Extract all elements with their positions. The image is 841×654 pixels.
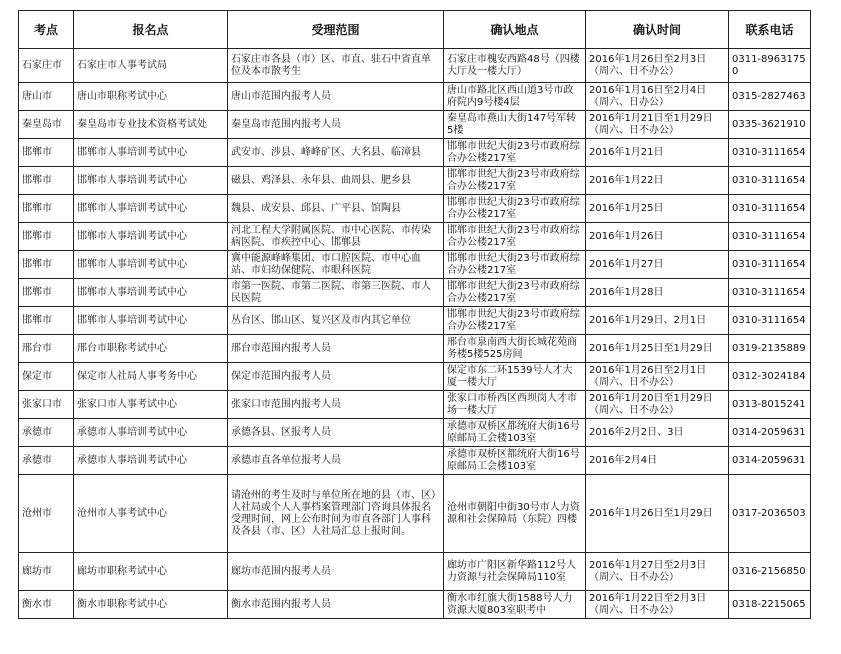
table-row bbox=[19, 49, 811, 83]
table-row bbox=[19, 167, 811, 195]
cell-exam-site: 邯郸市 bbox=[19, 167, 74, 195]
cell-confirmation-time: 2016年1月21日 bbox=[586, 139, 729, 167]
cell-registration-point: 邯郸市人事培训考试中心 bbox=[74, 195, 228, 223]
cell-acceptance-scope: 市第一医院、市第二医院、市第三医院、市人民医院 bbox=[228, 279, 444, 307]
cell-exam-site: 张家口市 bbox=[19, 391, 74, 419]
table-row bbox=[19, 419, 811, 447]
header-confirmation-time: 确认时间 bbox=[586, 11, 729, 49]
table-row bbox=[19, 139, 811, 167]
cell-registration-point: 秦皇岛市专业技术资格考试处 bbox=[74, 111, 228, 139]
cell-registration-point: 邯郸市人事培训考试中心 bbox=[74, 251, 228, 279]
cell-confirmation-location: 沧州市朝阳中街30号市人力资源和社会保障局（东院）四楼 bbox=[444, 475, 586, 553]
cell-confirmation-location: 廊坊市广阳区新华路112号人力资源与社会保障局110室 bbox=[444, 553, 586, 591]
cell-acceptance-scope: 石家庄市各县（市）区、市直、驻石中省直单位及本市散考生 bbox=[228, 49, 444, 83]
cell-registration-point: 邯郸市人事培训考试中心 bbox=[74, 139, 228, 167]
cell-confirmation-location: 邯郸市世纪大街23号市政府综合办公楼217室 bbox=[444, 251, 586, 279]
cell-registration-point: 唐山市职称考试中心 bbox=[74, 83, 228, 111]
cell-exam-site: 保定市 bbox=[19, 363, 74, 391]
cell-acceptance-scope: 张家口市范围内报考人员 bbox=[228, 391, 444, 419]
cell-confirmation-time: 2016年1月27日 bbox=[586, 251, 729, 279]
cell-acceptance-scope: 冀中能源峰峰集团、市口腔医院、市中心血站、市妇幼保健院、市眼科医院 bbox=[228, 251, 444, 279]
cell-registration-point: 邢台市职称考试中心 bbox=[74, 335, 228, 363]
header-registration-point: 报名点 bbox=[74, 11, 228, 49]
table-row bbox=[19, 83, 811, 111]
cell-confirmation-time: 2016年1月26日 bbox=[586, 223, 729, 251]
cell-confirmation-time: 2016年1月16日至2月4日（周六、日办公） bbox=[586, 83, 729, 111]
cell-contact-phone: 0310-3111654 bbox=[729, 279, 811, 307]
cell-registration-point: 承德市人事培训考试中心 bbox=[74, 419, 228, 447]
cell-confirmation-time: 2016年1月26日至2月3日（周六、日不办公） bbox=[586, 49, 729, 83]
cell-contact-phone: 0313-8015241 bbox=[729, 391, 811, 419]
cell-acceptance-scope: 武安市、涉县、峰峰矿区、大名县、临漳县 bbox=[228, 139, 444, 167]
cell-registration-point: 衡水市职称考试中心 bbox=[74, 591, 228, 619]
table-body bbox=[19, 49, 811, 619]
cell-contact-phone: 0314-2059631 bbox=[729, 447, 811, 475]
cell-confirmation-time: 2016年1月22日至2月3日（周六、日不办公） bbox=[586, 591, 729, 619]
cell-confirmation-time: 2016年1月25日 bbox=[586, 195, 729, 223]
cell-exam-site: 邢台市 bbox=[19, 335, 74, 363]
cell-contact-phone: 0310-3111654 bbox=[729, 139, 811, 167]
cell-confirmation-location: 承德市双桥区都统府大街16号原邮局工会楼103室 bbox=[444, 419, 586, 447]
cell-acceptance-scope: 秦皇岛市范围内报考人员 bbox=[228, 111, 444, 139]
cell-acceptance-scope: 丛台区、邯山区、复兴区及市内其它单位 bbox=[228, 307, 444, 335]
cell-contact-phone: 0317-2036503 bbox=[729, 475, 811, 553]
exam-confirmation-table bbox=[18, 10, 811, 619]
cell-acceptance-scope: 保定市范围内报考人员 bbox=[228, 363, 444, 391]
cell-confirmation-location: 承德市双桥区都统府大街16号原邮局工会楼103室 bbox=[444, 447, 586, 475]
cell-exam-site: 邯郸市 bbox=[19, 307, 74, 335]
cell-exam-site: 唐山市 bbox=[19, 83, 74, 111]
cell-contact-phone: 0310-3111654 bbox=[729, 307, 811, 335]
cell-exam-site: 邯郸市 bbox=[19, 139, 74, 167]
cell-confirmation-location: 邯郸市世纪大街23号市政府综合办公楼217室 bbox=[444, 195, 586, 223]
cell-confirmation-time: 2016年1月29日、2月1日 bbox=[586, 307, 729, 335]
cell-contact-phone: 0314-2059631 bbox=[729, 419, 811, 447]
cell-confirmation-location: 秦皇岛市燕山大街147号军转5楼 bbox=[444, 111, 586, 139]
cell-contact-phone: 0316-2156850 bbox=[729, 553, 811, 591]
cell-confirmation-time: 2016年1月26日至2月1日（周六、日不办公） bbox=[586, 363, 729, 391]
cell-contact-phone: 0310-3111654 bbox=[729, 251, 811, 279]
cell-contact-phone: 0315-2827463 bbox=[729, 83, 811, 111]
cell-contact-phone: 0310-3111654 bbox=[729, 195, 811, 223]
cell-contact-phone: 0335-3621910 bbox=[729, 111, 811, 139]
cell-registration-point: 邯郸市人事培训考试中心 bbox=[74, 307, 228, 335]
cell-exam-site: 邯郸市 bbox=[19, 195, 74, 223]
table-row bbox=[19, 223, 811, 251]
cell-acceptance-scope: 承德市直各单位报考人员 bbox=[228, 447, 444, 475]
cell-registration-point: 石家庄市人事考试局 bbox=[74, 49, 228, 83]
cell-exam-site: 沧州市 bbox=[19, 475, 74, 553]
header-exam-site: 考点 bbox=[19, 11, 74, 49]
cell-confirmation-location: 邯郸市世纪大街23号市政府综合办公楼217室 bbox=[444, 223, 586, 251]
cell-acceptance-scope: 请沧州的考生及时与单位所在地的县（市、区）人社局或个人人事档案管理部门咨询具体报名受理时间，网上公布时间为市直各部门人事科及各县（市、区）人社局汇总上报时间。 bbox=[228, 475, 444, 553]
cell-registration-point: 邯郸市人事培训考试中心 bbox=[74, 279, 228, 307]
cell-confirmation-time: 2016年1月20日至1月29日（周六、日不办公） bbox=[586, 391, 729, 419]
cell-contact-phone: 0310-3111654 bbox=[729, 223, 811, 251]
cell-exam-site: 承德市 bbox=[19, 419, 74, 447]
cell-acceptance-scope: 廊坊市范围内报考人员 bbox=[228, 553, 444, 591]
cell-confirmation-time: 2016年1月21日至1月29日（周六、日不办公） bbox=[586, 111, 729, 139]
cell-exam-site: 衡水市 bbox=[19, 591, 74, 619]
cell-confirmation-location: 邢台市泉南西大街长城花苑商务楼5楼525房间 bbox=[444, 335, 586, 363]
cell-confirmation-location: 邯郸市世纪大街23号市政府综合办公楼217室 bbox=[444, 307, 586, 335]
cell-confirmation-time: 2016年1月26日至1月29日 bbox=[586, 475, 729, 553]
cell-exam-site: 石家庄市 bbox=[19, 49, 74, 83]
cell-registration-point: 廊坊市职称考试中心 bbox=[74, 553, 228, 591]
cell-registration-point: 张家口市人事考试中心 bbox=[74, 391, 228, 419]
cell-acceptance-scope: 承德各县、区报考人员 bbox=[228, 419, 444, 447]
cell-confirmation-location: 石家庄市槐安西路48号（四楼大厅及一楼大厅） bbox=[444, 49, 586, 83]
table-row bbox=[19, 195, 811, 223]
cell-exam-site: 邯郸市 bbox=[19, 223, 74, 251]
table-row bbox=[19, 335, 811, 363]
table-row bbox=[19, 391, 811, 419]
cell-confirmation-location: 唐山市路北区西山道3号市政府院内9号楼4层 bbox=[444, 83, 586, 111]
cell-exam-site: 邯郸市 bbox=[19, 251, 74, 279]
cell-registration-point: 承德市人事培训考试中心 bbox=[74, 447, 228, 475]
table-row bbox=[19, 447, 811, 475]
header-confirmation-location: 确认地点 bbox=[444, 11, 586, 49]
cell-contact-phone: 0319-2135889 bbox=[729, 335, 811, 363]
cell-confirmation-time: 2016年2月2日、3日 bbox=[586, 419, 729, 447]
table-row bbox=[19, 363, 811, 391]
cell-exam-site: 邯郸市 bbox=[19, 279, 74, 307]
cell-confirmation-location: 邯郸市世纪大街23号市政府综合办公楼217室 bbox=[444, 279, 586, 307]
cell-registration-point: 邯郸市人事培训考试中心 bbox=[74, 223, 228, 251]
cell-exam-site: 廊坊市 bbox=[19, 553, 74, 591]
table-header-row bbox=[19, 11, 811, 49]
cell-confirmation-location: 张家口市桥西区西坝岗人才市场一楼大厅 bbox=[444, 391, 586, 419]
cell-exam-site: 秦皇岛市 bbox=[19, 111, 74, 139]
cell-contact-phone: 0310-3111654 bbox=[729, 167, 811, 195]
cell-registration-point: 沧州市人事考试中心 bbox=[74, 475, 228, 553]
cell-registration-point: 邯郸市人事培训考试中心 bbox=[74, 167, 228, 195]
cell-contact-phone: 0311-89631750 bbox=[729, 49, 811, 83]
table-row bbox=[19, 251, 811, 279]
cell-contact-phone: 0312-3024184 bbox=[729, 363, 811, 391]
cell-confirmation-time: 2016年1月22日 bbox=[586, 167, 729, 195]
table-row bbox=[19, 591, 811, 619]
table-row bbox=[19, 111, 811, 139]
cell-acceptance-scope: 邢台市范围内报考人员 bbox=[228, 335, 444, 363]
cell-contact-phone: 0318-2215065 bbox=[729, 591, 811, 619]
cell-acceptance-scope: 磁县、鸡泽县、永年县、曲周县、肥乡县 bbox=[228, 167, 444, 195]
table-row bbox=[19, 553, 811, 591]
cell-registration-point: 保定市人社局人事考务中心 bbox=[74, 363, 228, 391]
table-row bbox=[19, 475, 811, 553]
cell-confirmation-location: 保定市东二环1539号人才大厦一楼大厅 bbox=[444, 363, 586, 391]
header-acceptance-scope: 受理范围 bbox=[228, 11, 444, 49]
cell-exam-site: 承德市 bbox=[19, 447, 74, 475]
cell-acceptance-scope: 唐山市范围内报考人员 bbox=[228, 83, 444, 111]
cell-acceptance-scope: 河北工程大学附属医院、市中心医院、市传染病医院、市疾控中心、邯郸县 bbox=[228, 223, 444, 251]
table-row bbox=[19, 307, 811, 335]
cell-acceptance-scope: 魏县、成安县、邱县、广平县、馆陶县 bbox=[228, 195, 444, 223]
header-contact-phone: 联系电话 bbox=[729, 11, 811, 49]
cell-confirmation-time: 2016年2月4日 bbox=[586, 447, 729, 475]
cell-confirmation-location: 邯郸市世纪大街23号市政府综合办公楼217室 bbox=[444, 167, 586, 195]
cell-confirmation-time: 2016年1月25日至1月29日 bbox=[586, 335, 729, 363]
cell-confirmation-time: 2016年1月27日至2月3日（周六、日不办公） bbox=[586, 553, 729, 591]
cell-acceptance-scope: 衡水市范围内报考人员 bbox=[228, 591, 444, 619]
cell-confirmation-time: 2016年1月28日 bbox=[586, 279, 729, 307]
cell-confirmation-location: 衡水市红旗大街1588号人力资源大厦803室职考中 bbox=[444, 591, 586, 619]
table-row bbox=[19, 279, 811, 307]
cell-confirmation-location: 邯郸市世纪大街23号市政府综合办公楼217室 bbox=[444, 139, 586, 167]
